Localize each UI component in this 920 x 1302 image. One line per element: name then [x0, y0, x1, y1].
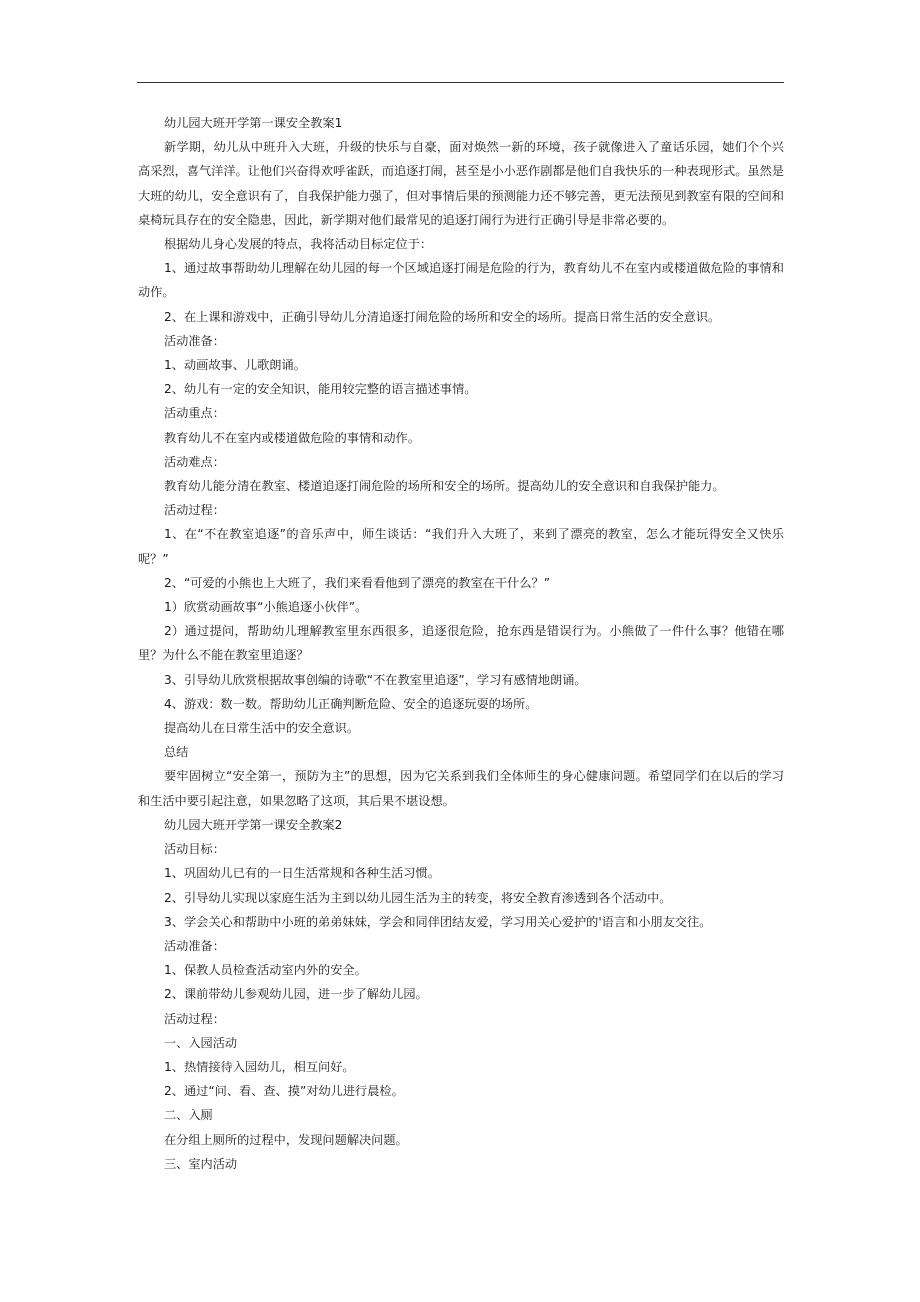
summary-text: 要牢固树立“安全第一，预防为主”的思想，因为它关系到我们全体师生的身心健康问题。希望同学们在以后的学习和生活中要引起注意，如果忽略了这项，其后果不堪设想。: [138, 769, 784, 808]
preparation-2-item-1: 1、保教人员检查活动室内外的安全。: [164, 963, 367, 978]
section-heading-process: 活动过程：: [164, 503, 225, 518]
process-2-text: 在分组上厕所的过程中，发现问题解决问题。: [164, 1132, 408, 1147]
process-2-heading-1: 一、入园活动: [164, 1035, 238, 1050]
process-item-4: 4、游戏：数一数。帮助幼儿正确判断危险、安全的追逐玩耍的场所。: [164, 696, 538, 711]
section-heading-difficulty: 活动难点：: [164, 454, 225, 469]
difficulty-text: 教育幼儿能分清在教室、楼道追逐打闹危险的场所和安全的场所。提高幼儿的安全意识和自我保护能力。: [164, 479, 725, 494]
key-point-text: 教育幼儿不在室内或楼道做危险的事情和动作。: [164, 430, 420, 445]
process-item-2: 2、“可爱的小熊也上大班了，我们来看看他到了漂亮的教室在干什么？”: [164, 575, 551, 590]
document-body: [138, 111, 784, 1176]
process-2-heading-2: 二、入厕: [164, 1108, 213, 1123]
objective-item-1: 1、巩固幼儿已有的一日生活常规和各种生活习惯。: [164, 866, 440, 881]
preparation-item-1: 1、动画故事、儿歌朗诵。: [164, 358, 306, 373]
lesson-1-title: 幼儿园大班开学第一课安全教案1: [164, 116, 343, 130]
process-subitem-2: 2）通过提问，帮助幼儿理解教室里东西很多，追逐很危险，抢东西是错误行为。小熊做了一件什么事？他错在哪里？为什么不能在教室里追逐？: [138, 624, 784, 663]
intro-paragraph: 新学期，幼儿从中班升入大班，升级的快乐与自豪，面对焕然一新的环境，孩子就像进入了童话乐园，她们个个兴高采烈，喜气洋洋。让他们兴奋得欢呼雀跃，而追逐打闹，甚至是小小恶作剧都是他们自我快乐的一种表现形式。虽然是大班的幼儿，安全意识有了，自我保护能力强了，但对事情后果的预测能力还不够完善，更无法预见到教室有限的空间和桌椅玩具存在的安全隐患，因此，新学期对他们最常见的追逐打闹行为进行正确引导是非常必要的。: [138, 140, 784, 227]
process-conclusion: 提高幼儿在日常生活中的安全意识。: [164, 721, 359, 736]
preparation-item-2: 2、幼儿有一定的安全知识，能用较完整的语言描述事情。: [164, 382, 477, 397]
goal-intro: 根据幼儿身心发展的特点，我将活动目标定位于：: [164, 237, 433, 252]
section-heading-process-2: 活动过程：: [164, 1011, 225, 1026]
section-heading-objectives: 活动目标：: [164, 842, 225, 857]
process-2-heading-3: 三、室内活动: [164, 1156, 238, 1171]
header-rule: [137, 82, 784, 83]
section-heading-key-point: 活动重点：: [164, 406, 225, 421]
section-heading-preparation: 活动准备：: [164, 333, 225, 348]
goal-item-2: 2、在上课和游戏中，正确引导幼儿分清追逐打闹危险的场所和安全的场所。提高日常生活的安全意识。: [164, 309, 721, 324]
process-subitem-1: 1）欣赏动画故事“小熊追逐小伙伴”。: [164, 600, 368, 615]
process-2-item-2: 2、通过“问、看、查、摸”对幼儿进行晨检。: [164, 1084, 404, 1099]
process-item-1: 1、在“不在教室追逐”的音乐声中，师生谈话：“我们升入大班了，来到了漂亮的教室，怎么才能玩得安全又快乐呢？”: [138, 527, 784, 566]
section-heading-summary: 总结: [164, 745, 189, 760]
lesson-2-title: 幼儿园大班开学第一课安全教案2: [164, 817, 343, 832]
preparation-2-item-2: 2、课前带幼儿参观幼儿园，进一步了解幼儿园。: [164, 987, 428, 1002]
goal-item-1: 1、通过故事帮助幼儿理解在幼儿园的每一个区域追逐打闹是危险的行为，教育幼儿不在室内或楼道做危险的事情和动作。: [138, 261, 784, 300]
process-item-3: 3、引导幼儿欣赏根据故事创编的诗歌“不在教室里追逐”，学习有感情地朗诵。: [164, 672, 587, 687]
objective-item-2: 2、引导幼儿实现以家庭生活为主到以幼儿园生活为主的转变，将安全教育渗透到各个活动中。: [164, 890, 672, 905]
process-2-item-1: 1、热情接待入园幼儿，相互问好。: [164, 1059, 355, 1074]
objective-item-3: 3、学会关心和帮助中小班的弟弟妹妹，学会和同伴团结友爱，学习用关心爱护的'语言和小朋友交往。: [164, 914, 712, 929]
section-heading-preparation-2: 活动准备：: [164, 938, 225, 953]
